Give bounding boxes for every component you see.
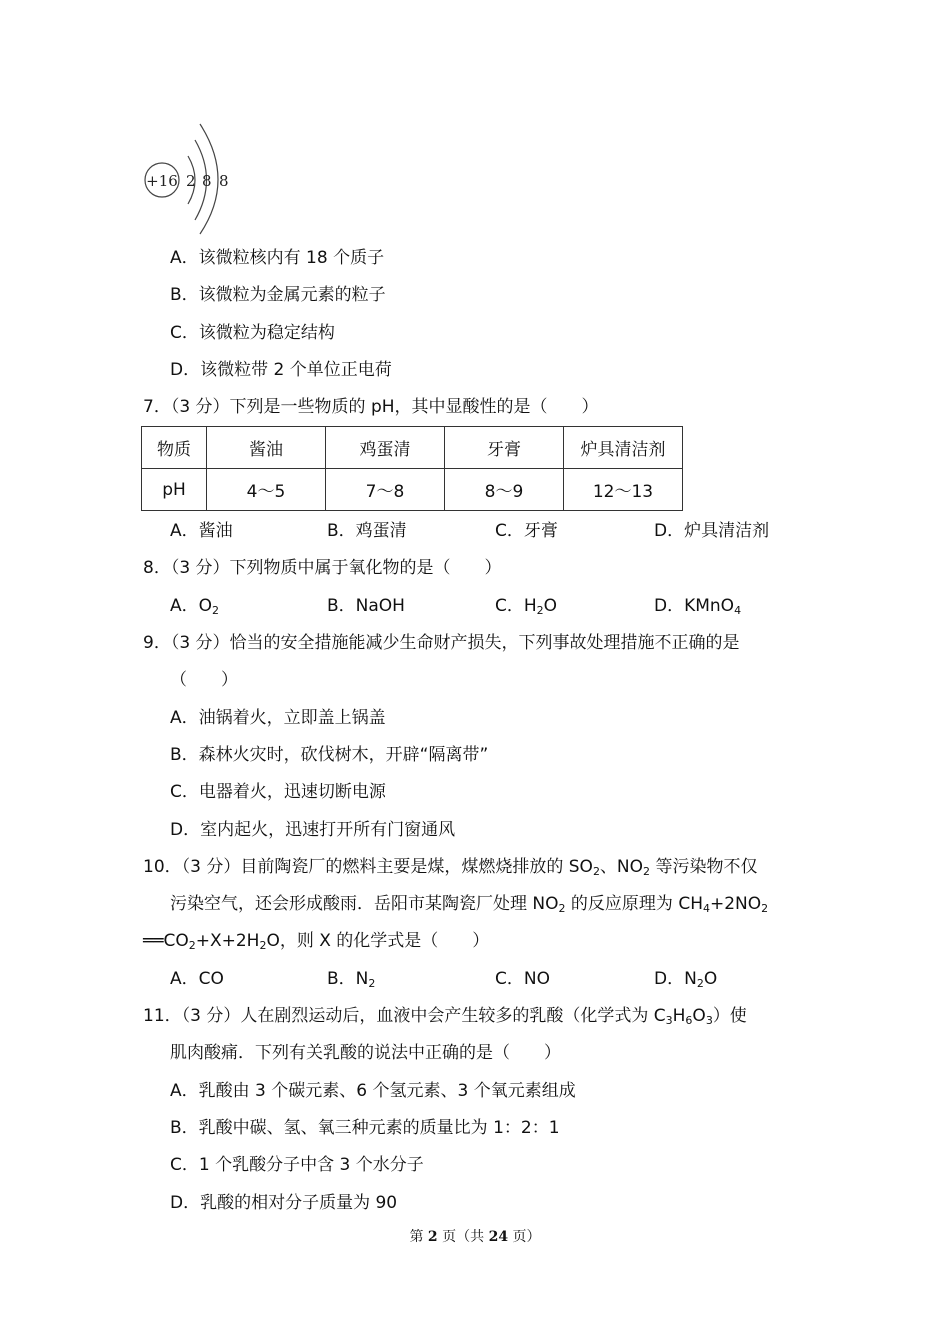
ph-table-header-row [142, 427, 683, 469]
atom-structure-diagram [140, 118, 240, 238]
ph-table-cell: 物质 [142, 427, 207, 469]
q9-stem-bracket: （ ） [170, 670, 238, 690]
q6-option-b: B．该微粒为金属元素的粒子 [170, 285, 386, 305]
q10-option-a: A．CO [170, 969, 224, 989]
q10-option-b: B．$N_2$ [327, 969, 376, 990]
q10-option-d: D．$N_2O$ [654, 969, 718, 990]
q6-option-a: A．该微粒核内有 18 个质子 [170, 248, 385, 268]
q10-stem-line-3: $══CO_2+X+2H_2O$，则 X 的化学式是（ ） [143, 931, 490, 952]
q11-option-d: D．乳酸的相对分子质量为 90 [170, 1193, 398, 1213]
q7-option-d: D．炉具清洁剂 [654, 521, 770, 541]
ph-table-cell: 4～5 [207, 469, 326, 511]
page-footer: 第 2 页（共 24 页） [409, 1229, 541, 1245]
q11-stem-line-2: 肌肉酸痛．下列有关乳酸的说法中正确的是（ ） [170, 1043, 561, 1063]
q11-option-a: A．乳酸由 3 个碳元素、6 个氢元素、3 个氧元素组成 [170, 1081, 576, 1101]
shell-electrons-3: 8 [219, 172, 229, 190]
q10-stem-line-2: 污染空气，还会形成酸雨．岳阳市某陶瓷厂处理 $NO_2$ 的反应原理为 $CH_4+2NO_2$ [170, 894, 769, 915]
ph-table-cell: pH [142, 469, 207, 511]
q7-option-c: C．牙膏 [495, 521, 558, 541]
q9-option-d: D．室内起火，迅速打开所有门窗通风 [170, 820, 456, 840]
ph-table-value-row [142, 469, 683, 511]
q9-stem: 9．（3 分）恰当的安全措施能减少生命财产损失，下列事故处理措施不正确的是 [143, 633, 740, 653]
q8-option-b: B．NaOH [327, 596, 405, 616]
q6-option-d: D．该微粒带 2 个单位正电荷 [170, 360, 392, 380]
q9-option-a: A．油锅着火，立即盖上锅盖 [170, 708, 386, 728]
q8-option-d: D．KMnO$_4$ [654, 596, 742, 617]
q10-stem-line-1: 10．（3 分）目前陶瓷厂的燃料主要是煤，煤燃烧排放的 $SO_2$、$NO_2$ 等污染物不仅 [143, 857, 758, 878]
q7-option-b: B．鸡蛋清 [327, 521, 407, 541]
ph-table-cell: 7～8 [326, 469, 445, 511]
shell-electrons-1: 2 [186, 172, 196, 190]
ph-table-cell: 12～13 [564, 469, 683, 511]
ph-table-cell: 8～9 [445, 469, 564, 511]
q8-stem: 8．（3 分）下列物质中属于氧化物的是（ ） [143, 558, 502, 578]
q7-option-a: A．酱油 [170, 521, 233, 541]
q11-stem-line-1: 11．（3 分）人在剧烈运动后，血液中会产生较多的乳酸（化学式为 $C_3H_6O_3$）使 [143, 1006, 747, 1027]
q7-stem: 7．（3 分）下列是一些物质的 pH，其中显酸性的是（ ） [143, 397, 599, 417]
q11-option-c: C．1 个乳酸分子中含 3 个水分子 [170, 1155, 424, 1175]
q6-option-c: C．该微粒为稳定结构 [170, 323, 335, 343]
q9-option-c: C．电器着火，迅速切断电源 [170, 782, 386, 802]
ph-table-cell: 鸡蛋清 [326, 427, 445, 469]
q9-option-b: B．森林火灾时，砍伐树木，开辟“隔离带” [170, 745, 489, 765]
q8-option-a: A．$O_2$ [170, 596, 220, 617]
ph-table-cell: 牙膏 [445, 427, 564, 469]
shell-electrons-2: 8 [202, 172, 212, 190]
q11-option-b: B．乳酸中碳、氢、氧三种元素的质量比为 1：2：1 [170, 1118, 560, 1138]
ph-table [141, 426, 683, 511]
q10-option-c: C．NO [495, 969, 550, 989]
q8-option-c: C．$H_2O$ [495, 596, 558, 617]
nucleus-charge: +16 [146, 172, 178, 190]
ph-table-cell: 酱油 [207, 427, 326, 469]
ph-table-cell: 炉具清洁剂 [564, 427, 683, 469]
